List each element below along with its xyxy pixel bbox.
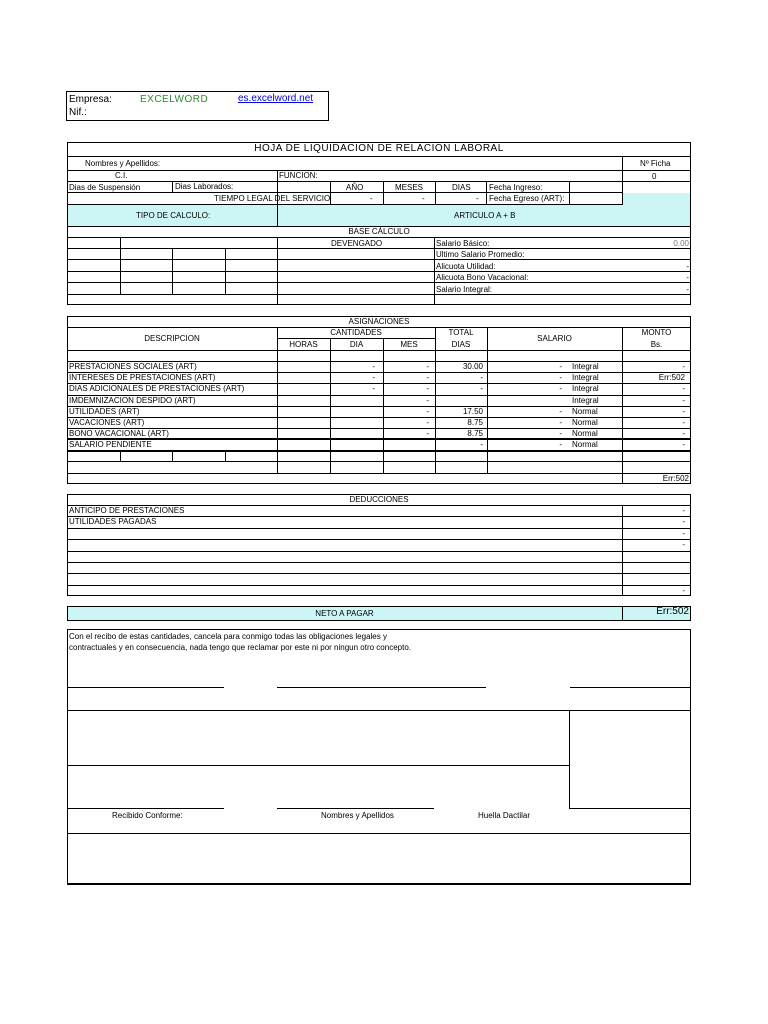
tipo-calculo-label: TIPO DE CALCULO: — [136, 211, 211, 220]
website-link[interactable]: es.excelword.net — [238, 93, 314, 104]
huella-label: Huella Dactilar — [478, 811, 531, 820]
salario-label: SALARIO — [537, 334, 572, 343]
asig-salario: - — [559, 384, 562, 394]
base-item-value: - — [686, 285, 689, 294]
asig-mes: - — [426, 429, 429, 439]
funcion-label: FUNCION: — [279, 171, 318, 180]
fecha-ingreso-label: Fecha Ingreso: — [489, 183, 543, 192]
base-calculo-title: BASE CÁLCULO — [348, 227, 410, 236]
asig-salario: - — [559, 418, 562, 427]
asig-dia: - — [372, 373, 375, 383]
asig-monto: Err:502 — [658, 373, 685, 383]
asig-tipo: Normal — [572, 429, 598, 439]
neto-label: NETO A PAGAR — [315, 609, 374, 618]
dias-suspension-label: Dias de Suspensión — [69, 183, 141, 192]
fecha-egreso-label: Fecha Egreso (ART): — [489, 194, 565, 203]
asig-monto: - — [682, 440, 685, 450]
asig-desc: VACACIONES (ART) — [69, 418, 145, 427]
asig-tipo: Normal — [572, 406, 598, 416]
asig-salario: - — [559, 362, 562, 371]
asig-mes: - — [426, 395, 429, 405]
dias-laborados-label: Dias Laborados: — [175, 182, 234, 191]
asig-tipo: Normal — [572, 418, 598, 427]
base-item-label: Alicuota Bono Vacacional: — [436, 273, 529, 282]
asig-monto: - — [682, 395, 685, 405]
asig-monto: - — [682, 418, 685, 427]
asig-desc: INTERESES DE PRESTACIONES (ART) — [69, 373, 216, 383]
asig-desc: UTILIDADES (ART) — [69, 406, 140, 416]
bs-label: Bs. — [650, 340, 663, 349]
asig-tipo: Integral — [572, 395, 599, 405]
dias-col-label: DIAS — [451, 340, 471, 349]
ficha-label: Nº Ficha — [640, 159, 671, 168]
deduccion-value: - — [682, 517, 685, 527]
asig-desc: IMDEMNIZACION DESPIDO (ART) — [69, 395, 196, 405]
asig-tipo: Normal — [572, 440, 598, 450]
recibido-label: Recibido Conforme: — [112, 811, 183, 820]
deduccion-value: - — [682, 528, 685, 538]
asig-total: - — [480, 384, 483, 394]
ano-value: - — [370, 194, 373, 203]
dias-value: - — [476, 194, 479, 203]
asig-mes: - — [426, 384, 429, 394]
asig-desc: PRESTACIONES SOCIALES (ART) — [69, 362, 197, 371]
dias-label: DIAS — [452, 183, 471, 192]
asig-total: 17.50 — [462, 406, 483, 416]
signature-line-3 — [570, 687, 691, 688]
base-item-value: - — [686, 262, 689, 271]
ano-label: AÑO — [346, 183, 364, 192]
asig-monto: - — [682, 429, 685, 439]
ci-label: C.I. — [115, 171, 128, 180]
descripcion-label: DESCRIPCION — [144, 334, 200, 343]
ficha-value: 0 — [652, 172, 657, 181]
horas-label: HORAS — [289, 340, 318, 349]
base-item-label: Ultimo Salario Promedio: — [436, 250, 525, 259]
asig-total: 8.75 — [467, 429, 483, 439]
base-item-label: Salario Integral: — [436, 285, 493, 294]
asig-total: - — [480, 440, 483, 450]
asig-salario: - — [559, 406, 562, 416]
empresa-label: Empresa: — [69, 94, 112, 105]
form-title: HOJA DE LIQUIDACION DE RELACION LABORAL — [254, 143, 504, 154]
devengado-label: DEVENGADO — [331, 239, 383, 248]
nombres-firma-label: Nombres y Apellidos — [321, 811, 394, 820]
base-item-value: 0.00 — [673, 239, 689, 248]
neto-value: Err:502 — [656, 606, 689, 617]
asig-total: 8.75 — [467, 418, 483, 427]
asig-mes: - — [426, 418, 429, 427]
base-item-label: Salario Básico: — [436, 239, 490, 248]
deducciones-title: DEDUCCIONES — [349, 495, 409, 504]
receipt-text-line2: contractuales y en consecuencia, nada tengo que reclamar por este ni por ningun otro concepto. — [69, 643, 411, 652]
asig-monto: - — [682, 362, 685, 371]
asig-mes: - — [426, 373, 429, 383]
asignaciones-title: ASIGNACIONES — [348, 317, 410, 326]
deduccion-desc: ANTICIPO DE PRESTACIONES — [69, 506, 185, 515]
nombres-label: Nombres y Apellidos: — [85, 159, 161, 168]
base-item-value: - — [686, 273, 689, 282]
asig-dia: - — [372, 384, 375, 394]
signature-line-1 — [67, 687, 224, 688]
articulo-label: ARTICULO A + B — [454, 211, 516, 220]
asig-total: - — [480, 373, 483, 383]
asig-tipo: Integral — [572, 384, 599, 394]
deduccion-value: - — [682, 585, 685, 595]
mes-label: MES — [400, 340, 418, 349]
monto-label: MONTO — [641, 328, 672, 337]
asig-total: 30.00 — [462, 362, 483, 371]
asig-desc: DIAS ADICIONALES DE PRESTACIONES (ART) — [69, 384, 245, 394]
asig-salario: - — [559, 440, 562, 450]
asig-monto: - — [682, 384, 685, 394]
asig-monto: - — [682, 406, 685, 416]
base-item-label: Alicuota Utilidad: — [436, 262, 496, 271]
asignaciones-total: Err:502 — [662, 474, 689, 483]
deduccion-value: - — [682, 506, 685, 515]
footer-box — [67, 629, 691, 885]
receipt-text-line1: Con el recibo de estas cantidades, cancela para conmigo todas las obligaciones legales y — [69, 632, 387, 641]
dia-label: DIA — [349, 340, 364, 349]
empresa-name: EXCELWORD — [140, 94, 209, 105]
asig-desc: SALARIO PENDIENTE — [69, 440, 152, 450]
cantidades-label: CANTIDADES — [330, 328, 382, 337]
total-label: TOTAL — [448, 328, 474, 337]
nif-label: Nif.: — [69, 107, 87, 118]
asig-salario: - — [559, 429, 562, 439]
deduccion-desc: UTILIDADES PAGADAS — [69, 517, 157, 527]
signature-line-2 — [277, 687, 486, 688]
asig-dia: - — [372, 362, 375, 371]
tiempo-legal-label: TIEMPO LEGAL DEL SERVICIO — [214, 194, 331, 203]
meses-value: - — [422, 194, 425, 203]
asig-tipo: Integral — [572, 362, 599, 371]
meses-label: MESES — [395, 183, 424, 192]
asig-tipo: Integral — [572, 373, 599, 383]
asig-mes: - — [426, 362, 429, 371]
deduccion-value: - — [682, 540, 685, 550]
asig-mes: - — [426, 406, 429, 416]
asig-desc: BONO VACACIONAL (ART) — [69, 429, 169, 439]
asig-salario: - — [559, 373, 562, 383]
